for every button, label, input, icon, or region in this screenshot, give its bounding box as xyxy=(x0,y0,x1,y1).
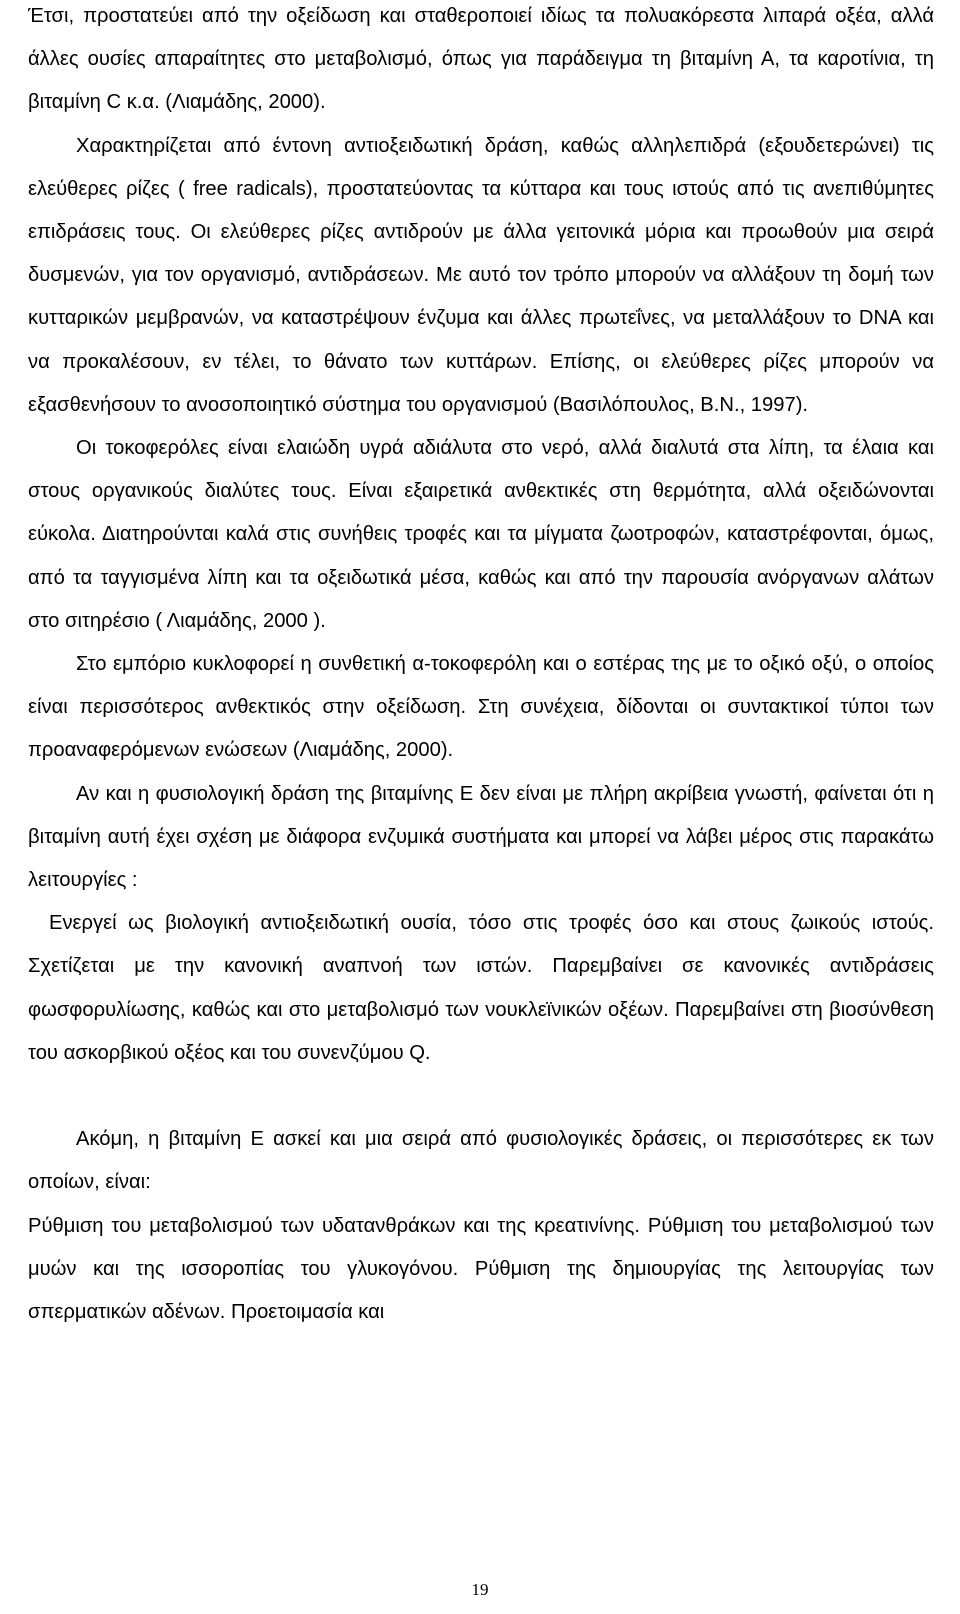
paragraph-regulation-list: Ρύθμιση του μεταβολισμού των υδατανθράκων και της κρεατινίνης. Ρύθμιση του μεταβολισμού των μυών και της ισσοροπίας του γλυκογόνου. Ρύθμιση της δημιουργίας της λειτουργίας των σπερματικών αδένων. Προετοιμασία και xyxy=(28,1214,934,1324)
paragraph-further-actions: Ακόμη, η βιταμίνη Ε ασκεί και μια σειρά από φυσιολογικές δράσεις, οι περισσότερες εκ των οποίων, είναι: xyxy=(28,1128,934,1194)
paragraph-oxidation-protection: Έτσι, προστατεύει από την οξείδωση και σταθεροποιεί ιδίως τα πολυακόρεστα λιπαρά οξέα, αλλά άλλες ουσίες απαραίτητες στο μεταβολισμό, όπως για παράδειγμα τη βιταμίνη Α, τα καροτίνια, τη βιταμίνη C κ.α. (Λιαμάδης, 2000). xyxy=(28,5,934,114)
page-number: 19 xyxy=(471,1580,489,1599)
paragraph-tocopherol-properties: Οι τοκοφερόλες είναι ελαιώδη υγρά αδιάλυτα στο νερό, αλλά διαλυτά στα λίπη, τα έλαια και στους οργανικούς διαλύτες τους. Είναι εξαιρετικά ανθεκτικές στη θερμότητα, αλλά οξειδώνονται εύκολα. Διατηρούνται καλά στις συνήθεις τροφές και τα μίγματα ζωοτροφών, καταστρέφονται, όμως, από τα ταγγισμένα λίπη και τα οξειδωτικά μέσα, καθώς και από την παρουσία ανόργανων αλάτων στο σιτηρέσιο ( Λιαμάδης, 2000 ). xyxy=(28,437,934,632)
paragraph-spacer xyxy=(28,1075,934,1118)
paragraph-biological-antioxidant: Ενεργεί ως βιολογική αντιοξειδωτική ουσία, τόσο στις τροφές όσο και στους ζωικούς ιστούς. Σχετίζεται με την κανονική αναπνοή των ιστών. Παρεμβαίνει σε κανονικές αντιδράσεις φωσφορυλίωσης, καθώς και στο μεταβολισμό των νουκλεϊνικών οξέων. Παρεμβαίνει στη βιοσύνθεση του ασκορβικού οξέος και του συνενζύμου Q. xyxy=(28,912,934,1064)
paragraph-physiological-action: Αν και η φυσιολογική δράση της βιταμίνης Ε δεν είναι με πλήρη ακρίβεια γνωστή, φαίνεται ότι η βιταμίνη αυτή έχει σχέση με διάφορα ενζυμικά συστήματα και μπορεί να λάβει μέρος στις παρακάτω λειτουργίες : xyxy=(28,782,934,892)
paragraph-antioxidant-action: Χαρακτηρίζεται από έντονη αντιοξειδωτική δράση, καθώς αλληλεπιδρά (εξουδετερώνει) τις ελεύθερες ρίζες ( free radicals), προστατεύοντας τα κύτταρα και τους ιστούς από τις ανεπιθύμητες επιδράσεις τους. Οι ελεύθερες ρίζες αντιδρούν με άλλα γειτονικά μόρια και προωθούν μια σειρά δυσμενών, για τον οργανισμό, αντιδράσεων. Με αυτό τον τρόπο μπορούν να αλλάξουν τη δομή των κυτταρικών μεμβρανών, να καταστρέψουν ένζυμα και άλλες πρωτεΐνες, να μεταλλάξουν το DNA και να προκαλέσουν, εν τέλει, το θάνατο των κυττάρων. Επίσης, οι ελεύθερες ρίζες μπορούν να εξασθενήσουν το ανοσοποιητικό σύστημα του οργανισμού (Βασιλόπουλος, Β.Ν., 1997). xyxy=(28,134,934,416)
document-body xyxy=(28,0,934,1334)
paragraph-synthetic-tocopherol: Στο εμπόριο κυκλοφορεί η συνθετική α-τοκοφερόλη και ο εστέρας της με το οξικό οξύ, ο οποίος είναι περισσότερος ανθεκτικός στην οξείδωση. Στη συνέχεια, δίδονται οι συντακτικοί τύποι των προαναφερόμενων ενώσεων (Λιαμάδης, 2000). xyxy=(28,653,934,762)
